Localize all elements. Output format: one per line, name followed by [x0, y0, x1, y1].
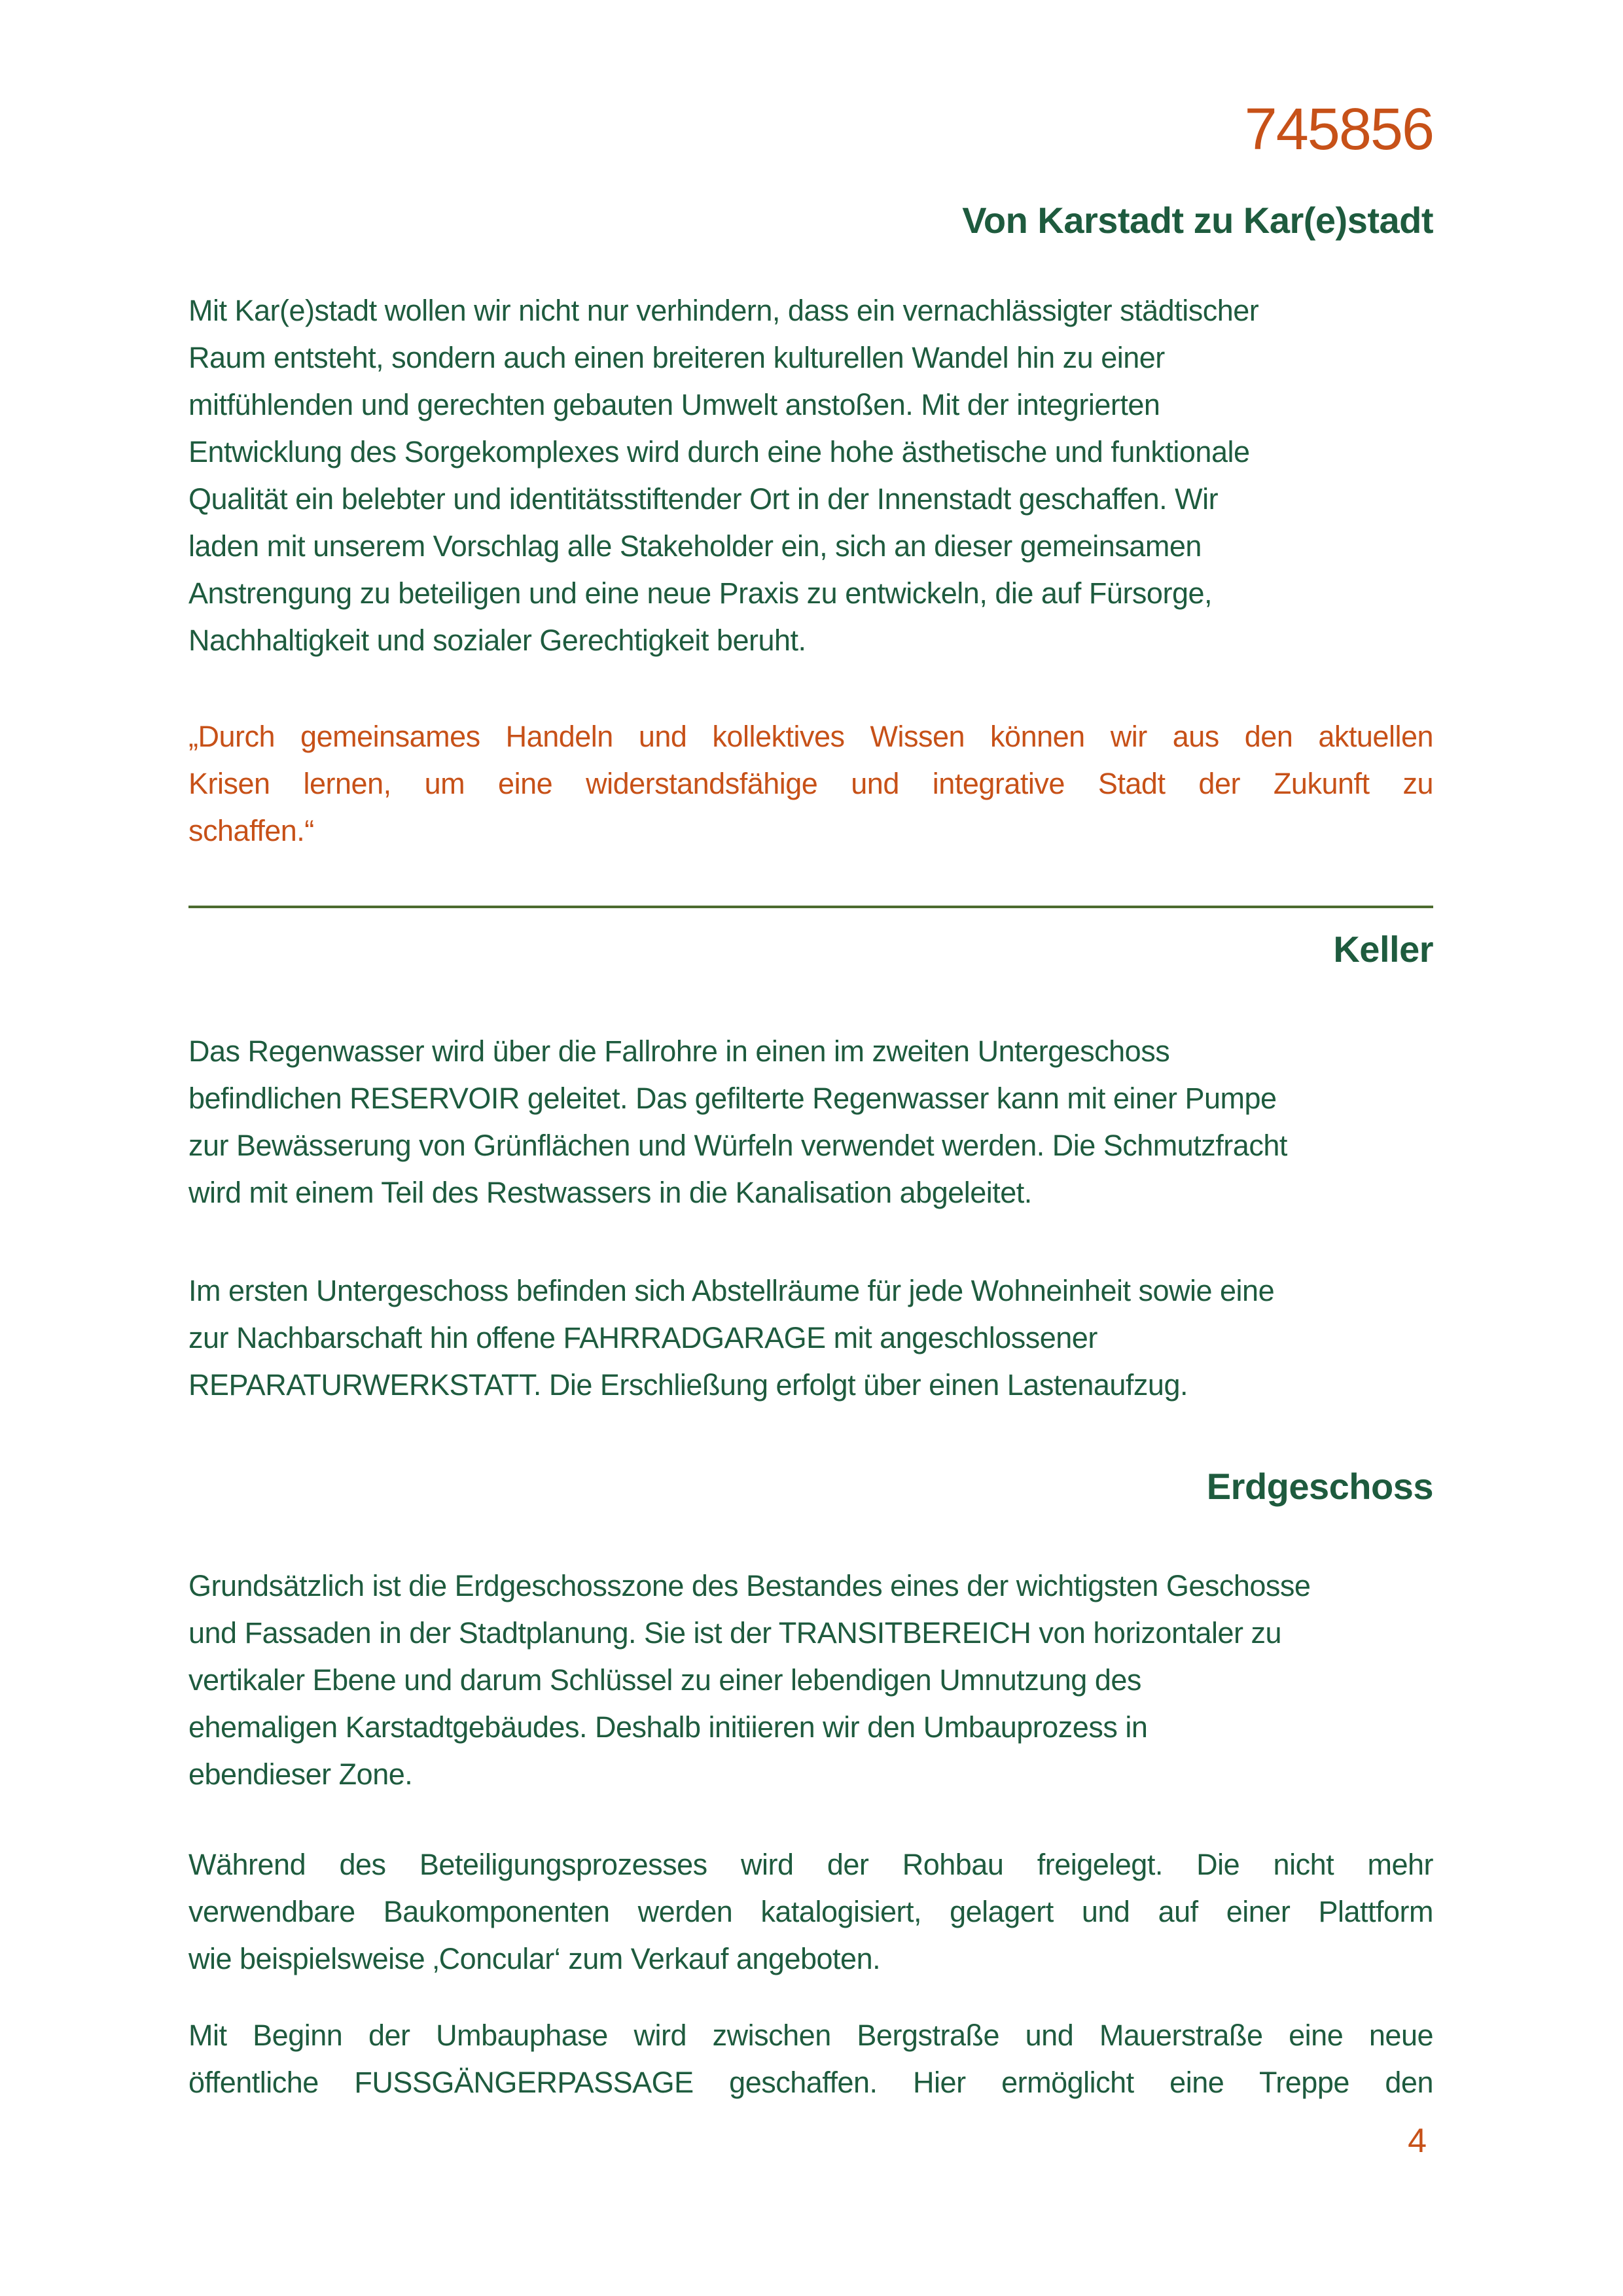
text-line: Grundsätzlich ist die Erdgeschosszone des Bestandes eines der wichtigsten Geschosse [188, 1569, 1311, 1602]
erdgeschoss-paragraph-2 [188, 1841, 1433, 1983]
section-heading-keller: Keller [1333, 928, 1433, 970]
text-line: schaffen.“ [188, 814, 314, 847]
keller-paragraph-1 [188, 1028, 1433, 1216]
text-line: ehemaligen Karstadtgebäudes. Deshalb initiieren wir den Umbauprozess in [188, 1710, 1148, 1744]
text-line: zur Bewässerung von Grünflächen und Würfeln verwendet werden. Die Schmutzfracht [188, 1129, 1287, 1162]
document-number: 745856 [1244, 97, 1433, 162]
intro-paragraph [188, 287, 1433, 664]
text-line: Krisen lernen, um eine widerstandsfähige und integrative Stadt der Zukunft zu [188, 767, 1433, 800]
erdgeschoss-paragraph-1 [188, 1563, 1433, 1798]
keller-paragraph-2 [188, 1267, 1433, 1409]
text-line: „Durch gemeinsames Handeln und kollektives Wissen können wir aus den aktuellen [188, 720, 1433, 753]
text-line: verwendbare Baukomponenten werden katalogisiert, gelagert und auf einer Plattform [188, 1895, 1433, 1928]
text-line: REPARATURWERKSTATT. Die Erschließung erfolgt über einen Lastenaufzug. [188, 1368, 1188, 1402]
section-divider-rule [188, 906, 1433, 908]
text-line: Anstrengung zu beteiligen und eine neue Praxis zu entwickeln, die auf Fürsorge, [188, 576, 1212, 610]
text-line: vertikaler Ebene und darum Schlüssel zu einer lebendigen Umnutzung des [188, 1663, 1141, 1697]
section-heading-erdgeschoss: Erdgeschoss [1206, 1466, 1433, 1507]
text-line: Mit Kar(e)stadt wollen wir nicht nur verhindern, dass ein vernachlässigter städtischer [188, 294, 1259, 327]
text-line: mitfühlenden und gerechten gebauten Umwelt anstoßen. Mit der integrierten [188, 388, 1160, 421]
text-line: laden mit unserem Vorschlag alle Stakeholder ein, sich an dieser gemeinsamen [188, 529, 1202, 563]
text-line: Qualität ein belebter und identitätsstiftender Ort in der Innenstadt geschaffen. Wir [188, 482, 1219, 516]
text-line: Während des Beteiligungsprozesses wird der Rohbau freigelegt. Die nicht mehr [188, 1848, 1433, 1881]
quote-paragraph [188, 713, 1433, 855]
text-line: ebendieser Zone. [188, 1757, 413, 1791]
text-line: Raum entsteht, sondern auch einen breiteren kulturellen Wandel hin zu einer [188, 341, 1165, 374]
text-line: öffentliche FUSSGÄNGERPASSAGE geschaffen. Hier ermöglicht eine Treppe den [188, 2066, 1433, 2099]
text-line: und Fassaden in der Stadtplanung. Sie ist der TRANSITBEREICH von horizontaler zu [188, 1616, 1282, 1650]
text-line: Das Regenwasser wird über die Fallrohre in einen im zweiten Untergeschoss [188, 1034, 1170, 1068]
text-line: zur Nachbarschaft hin offene FAHRRADGARAGE mit angeschlossener [188, 1321, 1097, 1354]
text-line: Nachhaltigkeit und sozialer Gerechtigkeit beruht. [188, 624, 806, 657]
section-heading-intro: Von Karstadt zu Kar(e)stadt [962, 200, 1433, 241]
erdgeschoss-paragraph-3 [188, 2012, 1433, 2106]
page-number: 4 [1408, 2122, 1427, 2160]
text-line: wie beispielsweise ‚Concular‘ zum Verkauf angeboten. [188, 1942, 881, 1975]
text-line: Im ersten Untergeschoss befinden sich Abstellräume für jede Wohneinheit sowie eine [188, 1274, 1275, 1307]
page-content [188, 0, 1433, 2106]
text-line: Mit Beginn der Umbauphase wird zwischen Bergstraße und Mauerstraße eine neue [188, 2019, 1433, 2052]
text-line: befindlichen RESERVOIR geleitet. Das gefilterte Regenwasser kann mit einer Pumpe [188, 1082, 1277, 1115]
text-line: Entwicklung des Sorgekomplexes wird durch eine hohe ästhetische und funktionale [188, 435, 1250, 468]
text-line: wird mit einem Teil des Restwassers in die Kanalisation abgeleitet. [188, 1176, 1032, 1209]
